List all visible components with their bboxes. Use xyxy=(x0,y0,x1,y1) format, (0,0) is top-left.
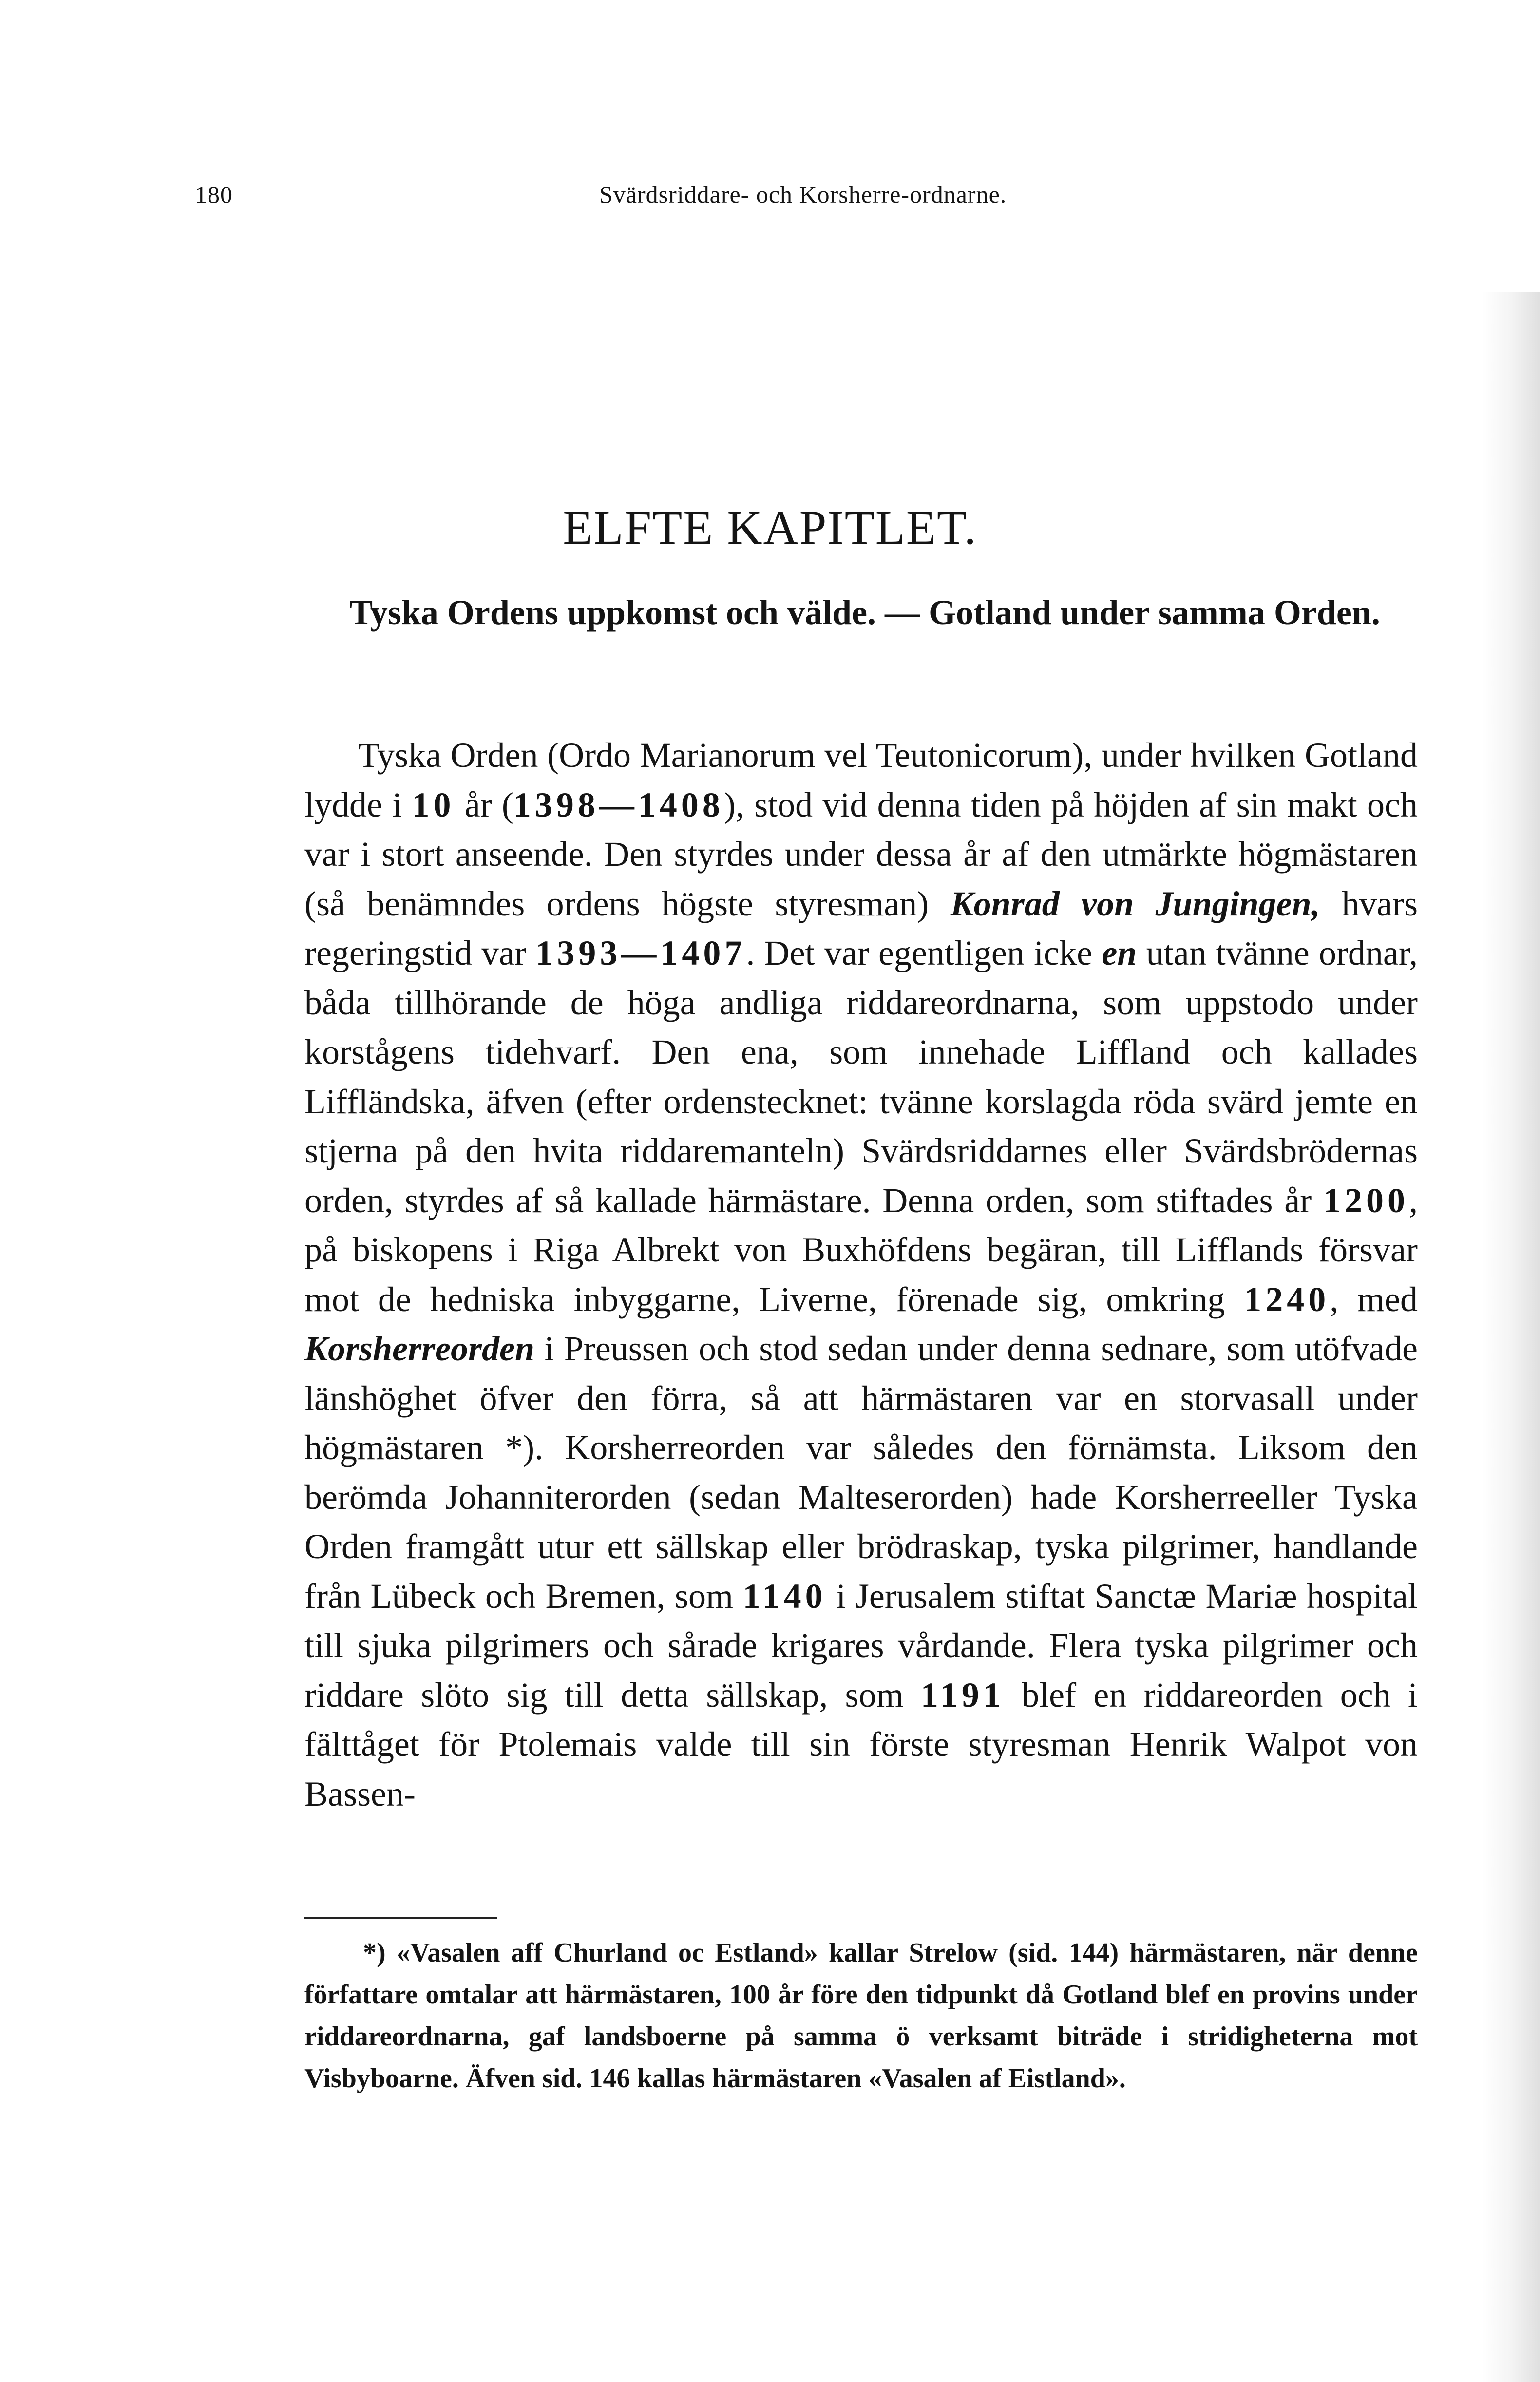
chapter-subtitle: Tyska Ordens uppkomst och välde. — Gotland under samma Orden. xyxy=(349,593,1380,632)
text-run: Tyska Orden (Ordo Marianorum vel Teutonicorum), under hvilken Gotland lydde i xyxy=(304,736,1418,824)
text-run: år ( xyxy=(455,785,513,824)
footnote-text: *) «Vasalen aff Churland oc Estland» kallar Strelow (sid. 144) härmästaren, när denne författare omtalar att härmästaren, 100 år före den tidpunkt då Gotland blef en provins under riddareordnarna, gaf landsboerne på samma ö verksamt biträde i stridigheterna mot Visbyboarne. Äfven sid. 146 kallas härmästaren «Vasalen af Eistland». xyxy=(304,1938,1418,2094)
running-head: Svärdsriddare- och Korsherre-ordnarne. xyxy=(599,181,1007,208)
text-run: i Preussen och stod sedan under denna sednare, som utöfvade länshöghet öfver den förra, så att härmästaren var en storvasall under högmästaren *). Korsherreorden var således den förnämsta. Liksom den berömda Johanniterorden (sedan Malteserorden) hade Korsherreeller Tyska Orden framgått utur ett sällskap eller brödraskap, tyska pilgrimer, handlande från Lübeck och Bremen, som xyxy=(304,1329,1418,1616)
text-run: blef en riddareorden och i fälttåget för Ptolemais valde till sin förste styresman Henrik Walpot von Bassen- xyxy=(304,1675,1418,1813)
body-paragraph xyxy=(304,731,1418,1819)
text-run: , med xyxy=(1330,1279,1418,1319)
number-run: 1140 xyxy=(742,1576,827,1616)
footnote-block xyxy=(304,1932,1418,2099)
number-run: 1398—1408 xyxy=(513,785,724,824)
text-run: hvars regeringstid var xyxy=(304,884,1418,972)
number-run: 10 xyxy=(412,785,455,824)
number-run: 1200 xyxy=(1323,1181,1409,1220)
body-text xyxy=(304,731,1418,1819)
footnote-rule xyxy=(304,1917,497,1919)
emphasis-run: en xyxy=(1102,934,1137,972)
page-edge-shadow xyxy=(1482,292,1540,2382)
text-run: ), stod vid denna tiden på höjden af sin makt och var i stort anseende. Den styrdes under dessa år af den utmärkte högmästaren (så benämndes ordens högste styresman) xyxy=(304,785,1418,923)
text-run: utan tvänne ordnar, båda tillhörande de höga andliga riddareordnarna, som uppstodo under korstågens tidehvarf. Den ena, som innehade Liffland och kallades Liffländska, äfven (efter ordenstecknet: tvänne korslagda röda svärd jemte en stjerna på den hvita riddaremanteln) Svärdsriddarnes eller Svärdsbrödernas orden, styrdes af så kallade härmästare. Denna orden, som stiftades år xyxy=(304,934,1418,1220)
text-run: i Jerusalem stiftat Sanctæ Mariæ hospital till sjuka pilgrimers och sårade krigares vårdande. Flera tyska pilgrimer och riddare slöto sig till detta sällskap, som xyxy=(304,1576,1418,1715)
text-run: . Det var egentligen icke xyxy=(746,934,1102,972)
text-run: , på biskopens i Riga Albrekt von Buxhöfdens begäran, till Lifflands försvar mot de hedniska inbyggarne, Liverne, förenade sig, omkring xyxy=(304,1181,1418,1319)
emphasis-run: Korsherreorden xyxy=(304,1329,535,1368)
number-run: 1393—1407 xyxy=(535,934,746,972)
chapter-title: ELFTE KAPITLET. xyxy=(563,500,977,554)
number-run: 1191 xyxy=(920,1675,1005,1715)
page-number: 180 xyxy=(195,181,233,208)
number-run: 1240 xyxy=(1244,1279,1330,1319)
emphasis-run: Konrad von Jungingen, xyxy=(950,884,1320,923)
